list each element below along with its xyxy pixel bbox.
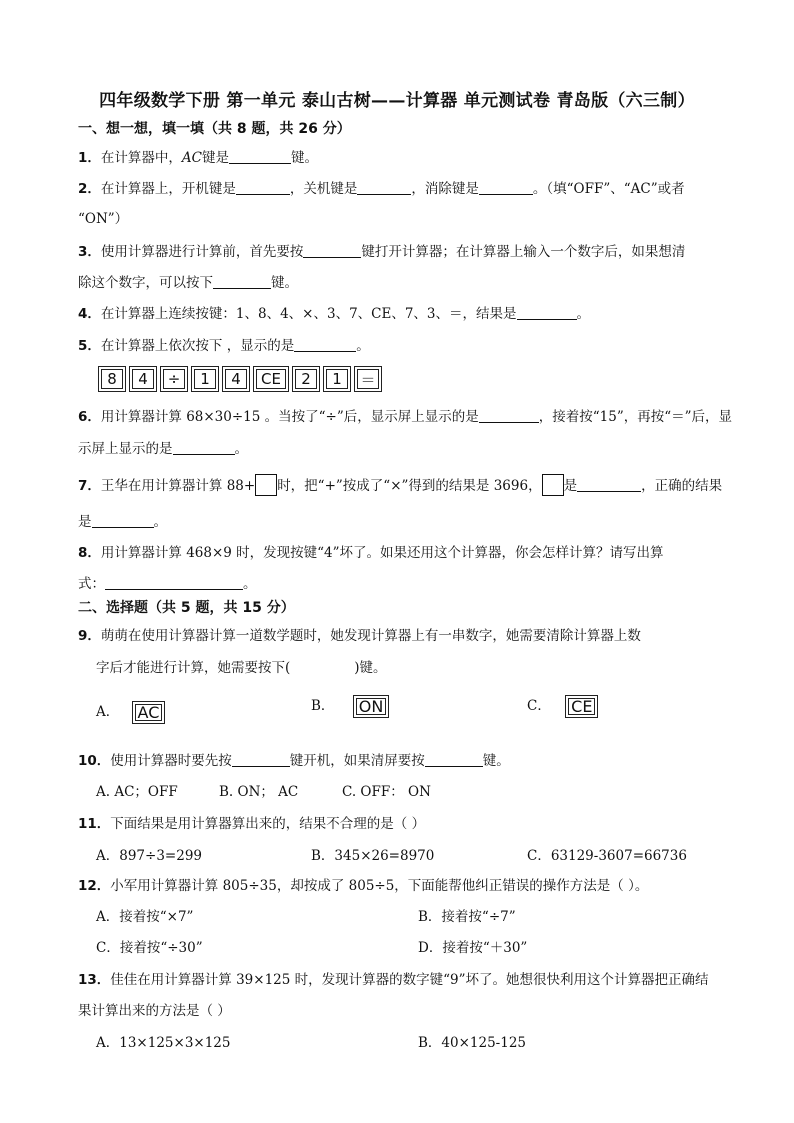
question-number: 12． bbox=[78, 878, 111, 894]
calculator-key-8: 8 bbox=[98, 366, 126, 392]
calculator-key-2: 2 bbox=[292, 366, 320, 392]
answer-box[interactable] bbox=[255, 474, 277, 496]
question-number: 1． bbox=[78, 150, 101, 166]
option-c[interactable]: C．63129-3607=66736 bbox=[527, 848, 687, 864]
calculator-key-1: 1 bbox=[323, 366, 351, 392]
calculator-key-4: 4 bbox=[222, 366, 250, 392]
option-a[interactable]: A．897÷3=299 bbox=[96, 848, 202, 864]
ac-key-icon: AC bbox=[132, 701, 166, 724]
question-3-continued: 除这个数字，可以按下 键。 bbox=[78, 275, 298, 291]
answer-blank[interactable] bbox=[425, 752, 483, 767]
question-2: 2．在计算器上，开机键是 ，关机键是 ，消除键是 。（填“OFF”、“AC”或者 bbox=[78, 181, 685, 197]
on-key-icon: ON bbox=[353, 695, 390, 718]
question-number: 3． bbox=[78, 244, 101, 260]
option-a[interactable]: A．13×125×3×125 bbox=[96, 1035, 231, 1051]
question-9: 9．萌萌在使用计算器计算一道数学题时，她发现计算器上有一串数字，她需要清除计算器上数 bbox=[78, 628, 641, 644]
option-c[interactable]: C． CE bbox=[527, 694, 598, 718]
option-b[interactable]: B． ON bbox=[311, 694, 389, 718]
worksheet-title: 四年级数学下册 第一单元 泰山古树——计算器 单元测试卷 青岛版（六三制） bbox=[99, 91, 695, 111]
question-13-continued: 果计算出来的方法是（ ） bbox=[78, 1003, 231, 1019]
answer-blank[interactable] bbox=[577, 477, 641, 492]
calculator-key-1: 1 bbox=[191, 366, 219, 392]
question-9-continued: 字后才能进行计算，她需要按下( )键。 bbox=[96, 660, 387, 676]
option-d[interactable]: D．接着按“＋30” bbox=[418, 940, 528, 956]
answer-blank[interactable] bbox=[229, 149, 291, 164]
option-a[interactable]: A． AC bbox=[96, 700, 165, 724]
question-13: 13．佳佳在用计算器计算 39×125 时，发现计算器的数字键“9”坏了。她想很快利用这个计算器把正确结 bbox=[78, 972, 709, 988]
answer-blank[interactable] bbox=[479, 408, 539, 423]
option-b[interactable]: B. ON； AC bbox=[219, 784, 299, 800]
calculator-key-ce: CE bbox=[253, 366, 289, 392]
option-c[interactable]: C．接着按“÷30” bbox=[96, 940, 203, 956]
question-number: 8． bbox=[78, 545, 101, 561]
section-1-heading: 一、想一想，填一填（共 8 题，共 26 分） bbox=[78, 121, 351, 137]
question-number: 7． bbox=[78, 478, 101, 494]
question-10: 10．使用计算器时要先按 键开机，如果清屏要按 键。 bbox=[78, 753, 510, 769]
question-number: 10． bbox=[78, 753, 111, 769]
question-5: 5．在计算器上依次按下 ，显示的是 。 bbox=[78, 338, 370, 354]
question-4: 4．在计算器上连续按键：1、8、4、×、3、7、CE、7、3、＝，结果是 。 bbox=[78, 306, 591, 322]
ce-key-icon: CE bbox=[565, 695, 598, 718]
answer-blank[interactable] bbox=[92, 513, 154, 528]
option-b[interactable]: B．40×125-125 bbox=[418, 1035, 527, 1051]
option-c[interactable]: C. OFF： ON bbox=[342, 784, 431, 800]
question-6-continued: 示屏上显示的是 。 bbox=[78, 441, 248, 457]
option-a[interactable]: A．接着按“×7” bbox=[96, 909, 194, 925]
answer-blank[interactable] bbox=[517, 305, 577, 320]
answer-blank[interactable] bbox=[105, 575, 243, 590]
option-b[interactable]: B．接着按“÷7” bbox=[418, 909, 516, 925]
section-2-heading: 二、选择题（共 5 题，共 15 分） bbox=[78, 600, 295, 616]
answer-box[interactable] bbox=[542, 474, 564, 496]
question-1: 1．在计算器中，AC键是 键。 bbox=[78, 150, 318, 166]
question-11: 11．下面结果是用计算器算出来的，结果不合理的是（ ） bbox=[78, 816, 426, 832]
question-number: 13． bbox=[78, 972, 111, 988]
question-number: 5． bbox=[78, 338, 101, 354]
question-8: 8．用计算器计算 468×9 时，发现按键“4”坏了。如果还用这个计算器，你会怎样计算？请写出算 bbox=[78, 545, 664, 561]
question-6: 6．用计算器计算 68×30÷15 。当按了“÷”后，显示屏上显示的是 ，接着按“15”，再按“＝”后，显 bbox=[78, 409, 733, 425]
question-number: 4． bbox=[78, 306, 101, 322]
answer-blank[interactable] bbox=[173, 440, 235, 455]
answer-blank[interactable] bbox=[236, 180, 290, 195]
question-8-continued: 式： 。 bbox=[78, 576, 257, 592]
answer-blank[interactable] bbox=[294, 337, 356, 352]
calculator-key-4: 4 bbox=[129, 366, 157, 392]
answer-blank[interactable] bbox=[232, 752, 290, 767]
question-3: 3．使用计算器进行计算前，首先要按 键打开计算器；在计算器上输入一个数字后，如果想清 bbox=[78, 244, 686, 260]
answer-blank[interactable] bbox=[303, 243, 361, 258]
question-12: 12．小军用计算器计算 805÷35，却按成了 805÷5，下面能帮他纠正错误的操作方法是（ ）。 bbox=[78, 878, 649, 894]
question-number: 6． bbox=[78, 409, 101, 425]
question-7: 7．王华在用计算器计算 88+ 时，把“+”按成了“×”得到的结果是 3696， 是 ，正确的结果 bbox=[78, 474, 722, 496]
key-sequence bbox=[98, 366, 382, 392]
answer-blank[interactable] bbox=[357, 180, 411, 195]
answer-blank[interactable] bbox=[213, 274, 271, 289]
question-2-continued: “ON”） bbox=[78, 211, 129, 227]
calculator-key-equals: ＝ bbox=[354, 366, 382, 392]
calculator-key-divide: ÷ bbox=[160, 366, 188, 392]
question-number: 2． bbox=[78, 181, 101, 197]
question-number: 11． bbox=[78, 816, 111, 832]
question-7-continued: 是 。 bbox=[78, 514, 167, 530]
option-b[interactable]: B．345×26=8970 bbox=[311, 848, 435, 864]
answer-blank[interactable] bbox=[479, 180, 533, 195]
option-a[interactable]: A. AC；OFF bbox=[96, 784, 178, 800]
question-number: 9． bbox=[78, 628, 101, 644]
